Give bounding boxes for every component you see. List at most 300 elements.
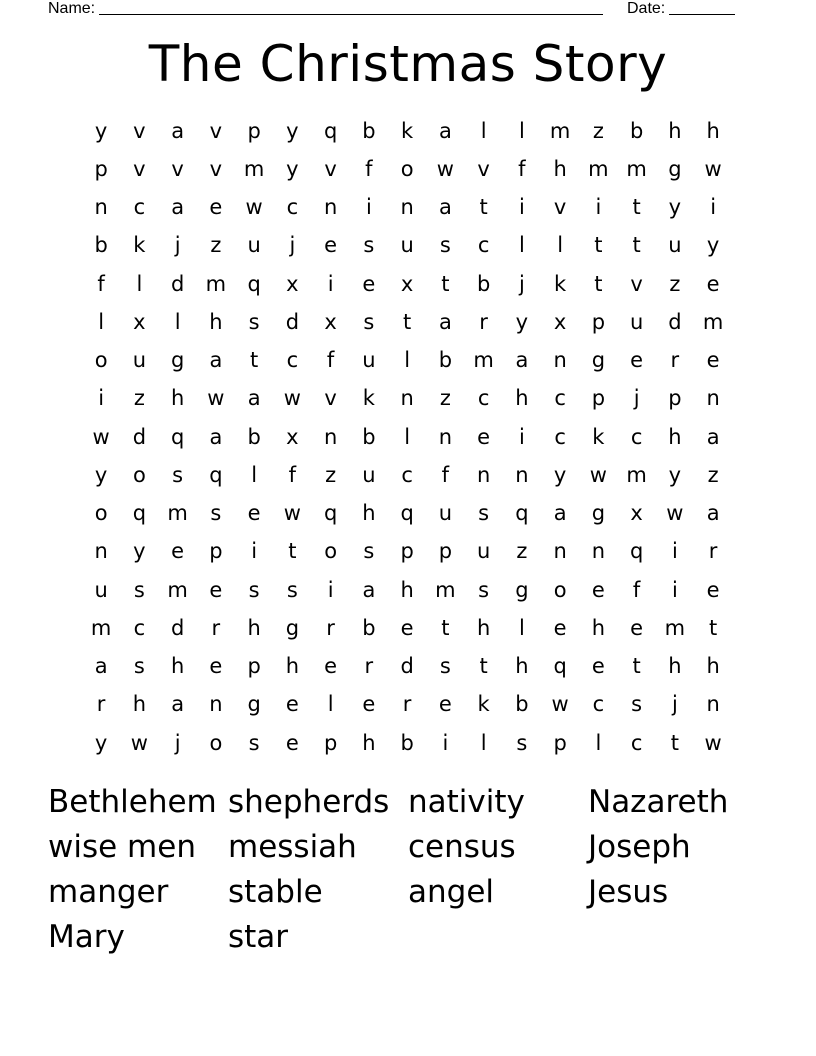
grid-letter: x bbox=[286, 424, 299, 449]
grid-letter: v bbox=[630, 271, 643, 296]
grid-letter: h bbox=[553, 156, 567, 181]
grid-letter: h bbox=[668, 654, 682, 679]
grid-letter: g bbox=[247, 692, 261, 717]
grid-letter: b bbox=[247, 424, 261, 449]
grid-letter: h bbox=[170, 654, 185, 679]
grid-letter: e bbox=[171, 539, 185, 564]
grid-letter: s bbox=[248, 309, 260, 334]
grid-letter: d bbox=[170, 615, 185, 640]
grid-letter: t bbox=[594, 233, 603, 258]
grid-letter: y bbox=[553, 462, 567, 487]
grid-letter: b bbox=[400, 730, 414, 755]
grid-letter: e bbox=[285, 692, 299, 717]
grid-letter: d bbox=[668, 309, 682, 334]
grid-letter: p bbox=[209, 539, 223, 564]
grid-letter: h bbox=[400, 577, 414, 602]
grid-letter: h bbox=[247, 615, 261, 640]
grid-letter: j bbox=[174, 730, 181, 755]
grid-letter: n bbox=[706, 692, 720, 717]
word-bank-item: stable bbox=[228, 874, 323, 910]
grid-letter: r bbox=[479, 309, 488, 334]
word-bank-item: nativity bbox=[408, 784, 525, 820]
grid-letter: l bbox=[480, 118, 487, 143]
grid-letter: y bbox=[94, 730, 108, 755]
grid-letter: q bbox=[247, 271, 261, 296]
grid-letter: x bbox=[324, 309, 337, 334]
grid-letter: a bbox=[515, 348, 529, 373]
grid-letter: y bbox=[94, 118, 108, 143]
grid-letter: s bbox=[172, 462, 184, 487]
grid-letter: m bbox=[167, 577, 188, 602]
grid-letter: s bbox=[248, 577, 260, 602]
grid-letter: a bbox=[171, 118, 185, 143]
grid-letter: b bbox=[362, 424, 376, 449]
grid-letter: q bbox=[170, 424, 185, 449]
grid-letter: e bbox=[209, 654, 223, 679]
grid-letter: n bbox=[476, 462, 491, 487]
grid-letter: e bbox=[630, 615, 644, 640]
grid-letter: s bbox=[439, 233, 451, 258]
grid-letter: w bbox=[436, 156, 454, 181]
grid-letter: l bbox=[595, 730, 602, 755]
grid-letter: u bbox=[438, 501, 453, 526]
grid-letter: e bbox=[362, 692, 376, 717]
grid-letter: d bbox=[170, 271, 185, 296]
grid-letter: d bbox=[132, 424, 147, 449]
grid-letter: h bbox=[706, 654, 720, 679]
grid-letter: j bbox=[671, 692, 678, 717]
letter-grid bbox=[82, 112, 732, 762]
grid-letter: w bbox=[92, 424, 110, 449]
grid-letter: s bbox=[133, 654, 145, 679]
grid-letter: s bbox=[478, 577, 490, 602]
grid-letter: o bbox=[553, 577, 567, 602]
grid-letter: w bbox=[704, 156, 722, 181]
grid-letter: m bbox=[167, 501, 188, 526]
grid-letter: p bbox=[247, 118, 261, 143]
grid-letter: l bbox=[404, 348, 411, 373]
grid-letter: i bbox=[442, 730, 449, 755]
grid-letter: c bbox=[630, 730, 643, 755]
grid-letter: s bbox=[133, 577, 145, 602]
grid-letter: c bbox=[133, 615, 146, 640]
grid-letter: t bbox=[632, 195, 641, 220]
grid-letter: p bbox=[94, 156, 108, 181]
grid-letter: v bbox=[133, 156, 146, 181]
grid-letter: w bbox=[551, 692, 569, 717]
grid-letter: c bbox=[592, 692, 605, 717]
grid-letter: s bbox=[439, 654, 451, 679]
grid-letter: d bbox=[400, 654, 414, 679]
grid-letter: t bbox=[479, 654, 488, 679]
word-bank-item: Joseph bbox=[588, 829, 691, 865]
word-bank-item: angel bbox=[408, 874, 495, 910]
grid-letter: f bbox=[97, 271, 105, 296]
grid-letter: u bbox=[247, 233, 261, 258]
grid-letter: m bbox=[588, 156, 609, 181]
grid-letter: g bbox=[591, 501, 606, 526]
grid-letter: r bbox=[96, 692, 106, 717]
grid-letter: b bbox=[476, 271, 491, 296]
grid-letter: e bbox=[630, 348, 644, 373]
grid-letter: x bbox=[553, 309, 567, 334]
grid-letter: u bbox=[132, 348, 147, 373]
grid-letter: g bbox=[515, 577, 529, 602]
grid-letter: r bbox=[211, 615, 221, 640]
grid-letter: l bbox=[518, 615, 525, 640]
grid-letter: n bbox=[553, 348, 567, 373]
grid-letter: o bbox=[209, 730, 223, 755]
grid-letter: f bbox=[288, 462, 297, 487]
grid-letter: i bbox=[595, 195, 602, 220]
grid-letter: f bbox=[518, 156, 526, 181]
grid-letter: g bbox=[170, 348, 185, 373]
grid-letter: a bbox=[438, 195, 452, 220]
grid-letter: a bbox=[706, 424, 720, 449]
word-bank-item: census bbox=[408, 829, 516, 865]
grid-letter: g bbox=[285, 615, 300, 640]
grid-letter: q bbox=[400, 501, 414, 526]
grid-letter: w bbox=[704, 730, 722, 755]
grid-letter: k bbox=[362, 386, 375, 411]
grid-letter: g bbox=[668, 156, 682, 181]
grid-letter: l bbox=[404, 424, 411, 449]
grid-letter: a bbox=[438, 118, 452, 143]
grid-letter: m bbox=[626, 156, 647, 181]
grid-letter: a bbox=[438, 309, 452, 334]
grid-letter: i bbox=[518, 424, 525, 449]
grid-letter: l bbox=[174, 309, 181, 334]
grid-letter: a bbox=[247, 386, 261, 411]
grid-letter: s bbox=[286, 577, 298, 602]
grid-letter: t bbox=[594, 271, 603, 296]
grid-letter: j bbox=[633, 386, 640, 411]
grid-letter: c bbox=[401, 462, 413, 487]
grid-letter: s bbox=[248, 730, 260, 755]
grid-letter: u bbox=[362, 348, 376, 373]
grid-letter: v bbox=[553, 195, 567, 220]
grid-letter: v bbox=[209, 118, 223, 143]
grid-letter: m bbox=[664, 615, 686, 640]
grid-letter: b bbox=[94, 233, 108, 258]
grid-letter: h bbox=[706, 118, 720, 143]
grid-letter: e bbox=[477, 424, 491, 449]
grid-letter: c bbox=[133, 195, 146, 220]
grid-letter: e bbox=[706, 348, 720, 373]
grid-letter: y bbox=[706, 233, 720, 258]
grid-letter: e bbox=[591, 577, 605, 602]
grid-letter: s bbox=[210, 501, 222, 526]
grid-letter: m bbox=[549, 118, 571, 143]
grid-letter: i bbox=[251, 539, 258, 564]
grid-letter: z bbox=[516, 539, 528, 564]
grid-letter: b bbox=[362, 118, 376, 143]
grid-letter: f bbox=[365, 156, 373, 181]
grid-letter: o bbox=[324, 539, 338, 564]
grid-letter: l bbox=[518, 118, 525, 143]
grid-letter: t bbox=[288, 539, 297, 564]
grid-letter: a bbox=[362, 577, 376, 602]
grid-letter: v bbox=[133, 118, 146, 143]
grid-letter: c bbox=[477, 386, 490, 411]
grid-letter: m bbox=[205, 271, 227, 296]
grid-letter: y bbox=[668, 195, 682, 220]
grid-letter: m bbox=[473, 348, 494, 373]
grid-letter: l bbox=[136, 271, 143, 296]
grid-letter: n bbox=[400, 195, 414, 220]
date-field bbox=[627, 0, 735, 18]
grid-letter: u bbox=[400, 233, 414, 258]
grid-letter: v bbox=[324, 156, 337, 181]
grid-letter: i bbox=[710, 195, 717, 220]
grid-letter: h bbox=[515, 654, 529, 679]
word-bank bbox=[48, 780, 768, 960]
grid-letter: h bbox=[476, 615, 491, 640]
grid-letter: e bbox=[324, 233, 338, 258]
grid-letter: n bbox=[400, 386, 414, 411]
word-bank-item: Bethlehem bbox=[48, 784, 217, 820]
grid-letter: t bbox=[632, 654, 641, 679]
grid-letter: u bbox=[362, 462, 376, 487]
grid-letter: w bbox=[283, 386, 301, 411]
grid-letter: e bbox=[209, 195, 223, 220]
grid-letter: y bbox=[668, 462, 682, 487]
grid-letter: v bbox=[209, 156, 223, 181]
grid-letter: k bbox=[401, 118, 414, 143]
grid-letter: r bbox=[708, 539, 718, 564]
name-blank-line bbox=[99, 0, 603, 15]
grid-letter: p bbox=[668, 386, 682, 411]
grid-letter: y bbox=[286, 118, 299, 143]
grid-letter: p bbox=[438, 539, 453, 564]
grid-letter: s bbox=[478, 501, 490, 526]
date-blank-line bbox=[669, 0, 735, 15]
name-label: Name: bbox=[48, 0, 96, 17]
grid-letter: q bbox=[132, 501, 147, 526]
grid-letter: e bbox=[706, 577, 720, 602]
word-bank-item: wise men bbox=[48, 829, 196, 865]
grid-letter: h bbox=[362, 730, 376, 755]
grid-letter: z bbox=[439, 386, 451, 411]
grid-letter: x bbox=[286, 271, 299, 296]
grid-letter: n bbox=[323, 195, 338, 220]
grid-letter: t bbox=[709, 615, 718, 640]
word-bank-item: messiah bbox=[228, 829, 357, 865]
grid-letter: l bbox=[518, 233, 525, 258]
grid-letter: n bbox=[323, 424, 338, 449]
grid-letter: q bbox=[629, 539, 644, 564]
grid-letter: h bbox=[591, 615, 606, 640]
grid-letter: l bbox=[480, 730, 487, 755]
grid-letter: n bbox=[553, 539, 567, 564]
grid-letter: a bbox=[94, 654, 108, 679]
word-bank-item: Nazareth bbox=[588, 784, 729, 820]
grid-letter: n bbox=[209, 692, 223, 717]
grid-letter: h bbox=[515, 386, 529, 411]
grid-letter: q bbox=[323, 118, 338, 143]
grid-letter: z bbox=[133, 386, 145, 411]
word-bank-item: shepherds bbox=[228, 784, 390, 820]
grid-letter: i bbox=[98, 386, 105, 411]
grid-letter: n bbox=[515, 462, 529, 487]
grid-letter: p bbox=[323, 730, 338, 755]
grid-letter: z bbox=[707, 462, 719, 487]
grid-letter: h bbox=[668, 118, 682, 143]
grid-letter: m bbox=[626, 462, 647, 487]
grid-letter: c bbox=[286, 195, 299, 220]
grid-letter: w bbox=[589, 462, 607, 487]
grid-letter: j bbox=[289, 233, 296, 258]
grid-letter: s bbox=[516, 730, 528, 755]
grid-letter: o bbox=[94, 348, 108, 373]
grid-letter: v bbox=[477, 156, 490, 181]
grid-letter: y bbox=[515, 309, 529, 334]
grid-letter: s bbox=[363, 233, 375, 258]
grid-letter: e bbox=[591, 654, 605, 679]
grid-letter: y bbox=[94, 462, 108, 487]
grid-letter: t bbox=[403, 309, 412, 334]
grid-letter: r bbox=[364, 654, 374, 679]
grid-letter: a bbox=[171, 692, 185, 717]
grid-letter: h bbox=[668, 424, 682, 449]
grid-letter: x bbox=[630, 501, 643, 526]
grid-letter: l bbox=[327, 692, 334, 717]
grid-letter: c bbox=[554, 386, 566, 411]
grid-letter: a bbox=[553, 501, 567, 526]
grid-letter: i bbox=[327, 577, 334, 602]
grid-letter: d bbox=[285, 309, 300, 334]
grid-letter: c bbox=[286, 348, 299, 373]
grid-letter: c bbox=[477, 233, 490, 258]
grid-letter: h bbox=[170, 386, 185, 411]
grid-letter: p bbox=[553, 730, 567, 755]
grid-letter: z bbox=[592, 118, 604, 143]
grid-letter: x bbox=[400, 271, 414, 296]
word-bank-item: Jesus bbox=[588, 874, 669, 910]
grid-letter: j bbox=[518, 271, 525, 296]
grid-letter: e bbox=[400, 615, 414, 640]
grid-letter: n bbox=[591, 539, 606, 564]
grid-letter: u bbox=[476, 539, 491, 564]
grid-letter: e bbox=[324, 654, 338, 679]
grid-letter: t bbox=[441, 271, 450, 296]
grid-letter: u bbox=[629, 309, 644, 334]
grid-letter: a bbox=[209, 424, 223, 449]
grid-letter: b bbox=[629, 118, 644, 143]
grid-letter: f bbox=[632, 577, 641, 602]
grid-letter: q bbox=[553, 654, 567, 679]
word-bank-item: star bbox=[228, 919, 289, 955]
grid-letter: l bbox=[251, 462, 258, 487]
grid-letter: k bbox=[592, 424, 605, 449]
grid-letter: b bbox=[362, 615, 376, 640]
grid-letter: n bbox=[706, 386, 720, 411]
grid-letter: l bbox=[98, 309, 105, 334]
grid-letter: e bbox=[438, 692, 452, 717]
grid-letter: i bbox=[365, 195, 372, 220]
grid-letter: w bbox=[283, 501, 301, 526]
grid-letter: r bbox=[326, 615, 335, 640]
page-title: The Christmas Story bbox=[148, 35, 668, 93]
grid-letter: h bbox=[362, 501, 376, 526]
grid-letter: v bbox=[324, 386, 337, 411]
grid-letter: z bbox=[325, 462, 337, 487]
grid-letter: t bbox=[632, 233, 641, 258]
grid-letter: t bbox=[250, 348, 259, 373]
grid-letter: t bbox=[441, 615, 450, 640]
grid-letter: w bbox=[207, 386, 225, 411]
grid-letter: p bbox=[591, 309, 606, 334]
grid-letter: z bbox=[210, 233, 222, 258]
name-field bbox=[48, 0, 603, 18]
grid-letter: i bbox=[327, 271, 334, 296]
word-bank-item: manger bbox=[48, 874, 169, 910]
grid-letter: a bbox=[706, 501, 720, 526]
grid-letter: y bbox=[133, 539, 146, 564]
grid-letter: e bbox=[553, 615, 567, 640]
grid-letter: q bbox=[209, 462, 223, 487]
grid-letter: m bbox=[435, 577, 456, 602]
grid-letter: o bbox=[94, 501, 108, 526]
grid-letter: h bbox=[132, 692, 147, 717]
grid-letter: s bbox=[363, 539, 375, 564]
grid-letter: p bbox=[247, 654, 261, 679]
grid-letter: e bbox=[247, 501, 261, 526]
grid-letter: p bbox=[591, 386, 606, 411]
grid-letter: f bbox=[441, 462, 450, 487]
grid-letter: c bbox=[554, 424, 566, 449]
grid-letter: r bbox=[402, 692, 412, 717]
grid-letter: z bbox=[669, 271, 681, 296]
grid-letter: k bbox=[477, 692, 490, 717]
grid-letter: n bbox=[94, 195, 108, 220]
grid-letter: l bbox=[557, 233, 564, 258]
grid-letter: m bbox=[702, 309, 724, 334]
grid-letter: h bbox=[209, 309, 223, 334]
grid-letter: n bbox=[438, 424, 453, 449]
grid-letter: n bbox=[94, 539, 108, 564]
grid-letter: h bbox=[285, 654, 300, 679]
grid-letter: f bbox=[326, 348, 335, 373]
grid-letter: r bbox=[670, 348, 680, 373]
grid-letter: i bbox=[671, 539, 678, 564]
grid-letter: a bbox=[171, 195, 185, 220]
grid-letter: o bbox=[132, 462, 146, 487]
grid-letter: k bbox=[133, 233, 146, 258]
grid-letter: w bbox=[245, 195, 263, 220]
word-bank-item: Mary bbox=[48, 919, 125, 955]
grid-letter: b bbox=[515, 692, 529, 717]
grid-letter: e bbox=[209, 577, 223, 602]
grid-letter: w bbox=[130, 730, 148, 755]
grid-letter: a bbox=[209, 348, 223, 373]
grid-letter: i bbox=[671, 577, 678, 602]
grid-letter: e bbox=[285, 730, 299, 755]
grid-letter: q bbox=[515, 501, 529, 526]
grid-letter: i bbox=[518, 195, 525, 220]
grid-letter: s bbox=[631, 692, 643, 717]
grid-letter: e bbox=[362, 271, 376, 296]
grid-letter: s bbox=[363, 309, 375, 334]
grid-letter: v bbox=[171, 156, 184, 181]
grid-letter: u bbox=[94, 577, 108, 602]
grid-letter: m bbox=[243, 156, 265, 181]
grid-letter: c bbox=[630, 424, 643, 449]
date-label: Date: bbox=[627, 0, 666, 17]
grid-letter: q bbox=[323, 501, 338, 526]
grid-letter: e bbox=[706, 271, 720, 296]
grid-letter: m bbox=[90, 615, 112, 640]
